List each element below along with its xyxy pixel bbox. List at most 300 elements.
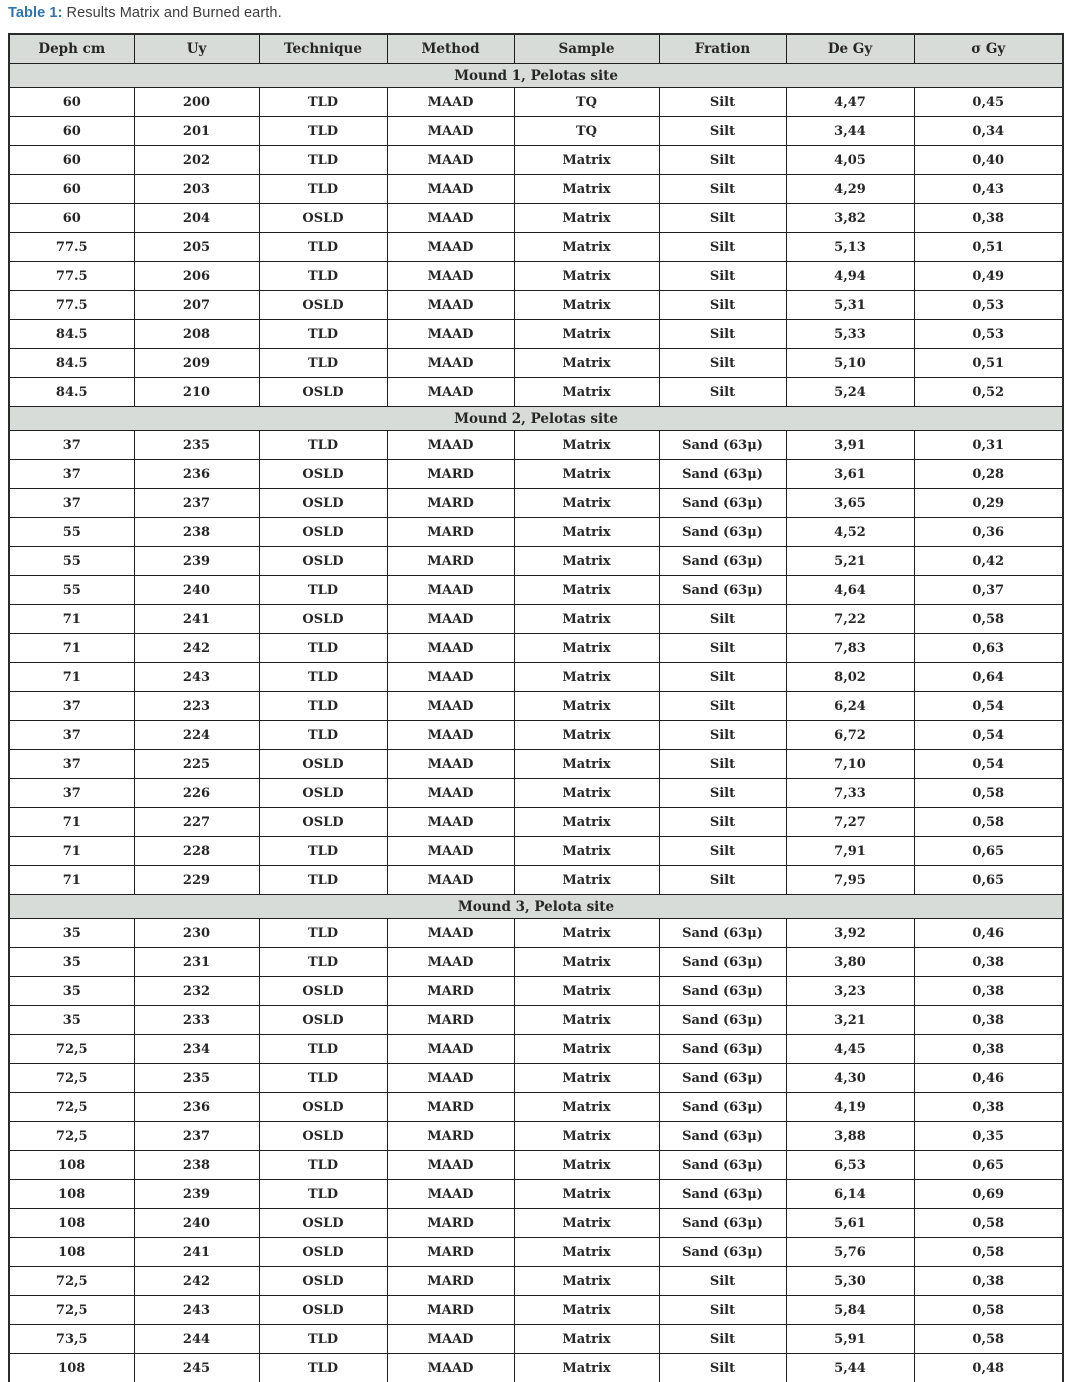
table-cell: 0,38 [914,1093,1063,1122]
table-cell: OSLD [259,378,387,407]
table-cell: Silt [659,750,786,779]
table-cell: 5,76 [786,1238,914,1267]
table-cell: Matrix [514,663,659,692]
column-header: De Gy [786,34,914,64]
table-cell: OSLD [259,1296,387,1325]
table-cell: TQ [514,88,659,117]
table-cell: 37 [9,431,134,460]
table-row [9,1035,1063,1064]
table-cell: 6,72 [786,721,914,750]
table-cell: Silt [659,204,786,233]
table-cell: MAAD [387,378,514,407]
table-cell: Matrix [514,866,659,895]
table-cell: TLD [259,663,387,692]
table-cell: MAAD [387,175,514,204]
table-cell: TLD [259,1325,387,1354]
table-cell: 3,23 [786,977,914,1006]
table-cell: OSLD [259,1238,387,1267]
table-cell: Silt [659,1296,786,1325]
table-cell: 3,88 [786,1122,914,1151]
table-cell: Matrix [514,518,659,547]
table-cell: 0,65 [914,866,1063,895]
column-header: σ Gy [914,34,1063,64]
section-header-row [9,64,1063,88]
table-cell: Matrix [514,146,659,175]
table-cell: OSLD [259,204,387,233]
table-cell: MARD [387,1006,514,1035]
table-cell: 37 [9,460,134,489]
table-cell: 37 [9,692,134,721]
table-cell: 55 [9,547,134,576]
table-cell: TLD [259,1180,387,1209]
table-row [9,378,1063,407]
table-cell: Silt [659,1354,786,1382]
table-row [9,1151,1063,1180]
table-cell: Matrix [514,349,659,378]
table-cell: Matrix [514,1296,659,1325]
table-cell: 72,5 [9,1296,134,1325]
table-row [9,88,1063,117]
table-cell: Sand (63μ) [659,1006,786,1035]
table-cell: Matrix [514,291,659,320]
table-cell: 237 [134,1122,259,1151]
table-body [9,64,1063,1382]
table-cell: TLD [259,1354,387,1382]
table-cell: Sand (63μ) [659,977,786,1006]
table-cell: 71 [9,866,134,895]
table-cell: Matrix [514,1122,659,1151]
table-cell: Matrix [514,837,659,866]
table-cell: Sand (63μ) [659,1151,786,1180]
table-cell: 0,49 [914,262,1063,291]
table-cell: MARD [387,1122,514,1151]
table-cell: 60 [9,175,134,204]
table-cell: MAAD [387,233,514,262]
table-cell: OSLD [259,808,387,837]
table-cell: Sand (63μ) [659,489,786,518]
table-cell: Matrix [514,948,659,977]
table-cell: Silt [659,233,786,262]
table-cell: TLD [259,576,387,605]
table-row [9,262,1063,291]
table-cell: 0,51 [914,233,1063,262]
table-header-row [9,34,1063,64]
table-cell: 7,27 [786,808,914,837]
table-cell: 7,22 [786,605,914,634]
table-cell: Silt [659,721,786,750]
table-cell: 35 [9,919,134,948]
table-cell: 0,54 [914,750,1063,779]
table-cell: MARD [387,518,514,547]
table-cell: MAAD [387,721,514,750]
table-cell: OSLD [259,1122,387,1151]
table-cell: 234 [134,1035,259,1064]
table-row [9,146,1063,175]
table-cell: 3,61 [786,460,914,489]
table-cell: Sand (63μ) [659,1180,786,1209]
table-cell: TLD [259,233,387,262]
table-cell: TLD [259,349,387,378]
table-cell: 243 [134,1296,259,1325]
table-cell: 4,05 [786,146,914,175]
table-cell: Sand (63μ) [659,431,786,460]
table-row [9,919,1063,948]
table-cell: Matrix [514,320,659,349]
table-cell: 37 [9,779,134,808]
table-cell: 0,46 [914,919,1063,948]
table-cell: 8,02 [786,663,914,692]
table-cell: MAAD [387,919,514,948]
table-cell: 108 [9,1151,134,1180]
table-cell: Sand (63μ) [659,1035,786,1064]
table-cell: 239 [134,1180,259,1209]
table-cell: TLD [259,721,387,750]
table-cell: MAAD [387,1325,514,1354]
table-cell: 6,53 [786,1151,914,1180]
table-row [9,779,1063,808]
table-cell: 4,19 [786,1093,914,1122]
table-cell: 108 [9,1238,134,1267]
table-cell: 5,30 [786,1267,914,1296]
table-cell: 72,5 [9,1035,134,1064]
table-cell: TLD [259,692,387,721]
table-cell: 0,38 [914,948,1063,977]
table-cell: Silt [659,1325,786,1354]
table-cell: Matrix [514,1035,659,1064]
table-cell: TLD [259,919,387,948]
table-cell: 108 [9,1180,134,1209]
table-cell: 239 [134,547,259,576]
table-cell: 0,45 [914,88,1063,117]
table-row [9,721,1063,750]
table-cell: MAAD [387,605,514,634]
table-cell: 225 [134,750,259,779]
table-cell: 5,91 [786,1325,914,1354]
column-header: Deph cm [9,34,134,64]
table-cell: Matrix [514,431,659,460]
table-cell: 244 [134,1325,259,1354]
section-title: Mound 1, Pelotas site [9,64,1063,88]
table-cell: Silt [659,692,786,721]
table-cell: MAAD [387,1354,514,1382]
table-cell: MAAD [387,349,514,378]
table-cell: OSLD [259,489,387,518]
results-table [8,33,1064,1382]
table-cell: 0,63 [914,634,1063,663]
table-cell: Sand (63μ) [659,948,786,977]
table-cell: 5,10 [786,349,914,378]
table-row [9,634,1063,663]
table-cell: TLD [259,837,387,866]
table-cell: 0,48 [914,1354,1063,1382]
table-cell: MAAD [387,634,514,663]
table-cell: 0,58 [914,1209,1063,1238]
table-row [9,576,1063,605]
table-cell: 0,38 [914,1267,1063,1296]
table-cell: MAAD [387,88,514,117]
table-cell: Matrix [514,634,659,663]
table-cell: 203 [134,175,259,204]
column-header: Technique [259,34,387,64]
table-cell: 223 [134,692,259,721]
table-cell: Matrix [514,547,659,576]
table-cell: TLD [259,117,387,146]
table-cell: 243 [134,663,259,692]
table-row [9,1180,1063,1209]
table-cell: 0,46 [914,1064,1063,1093]
table-cell: OSLD [259,291,387,320]
table-cell: 71 [9,837,134,866]
table-row [9,320,1063,349]
table-cell: 5,24 [786,378,914,407]
table-cell: MAAD [387,576,514,605]
table-row [9,547,1063,576]
table-cell: 0,42 [914,547,1063,576]
table-cell: 4,47 [786,88,914,117]
table-cell: 231 [134,948,259,977]
table-cell: Matrix [514,175,659,204]
table-cell: 206 [134,262,259,291]
table-cell: 37 [9,489,134,518]
table-cell: Matrix [514,378,659,407]
table-cell: TLD [259,175,387,204]
table-cell: Sand (63μ) [659,460,786,489]
table-cell: OSLD [259,547,387,576]
table-cell: 0,54 [914,692,1063,721]
table-cell: 72,5 [9,1122,134,1151]
table-row [9,1238,1063,1267]
table-caption-text: Results Matrix and Burned earth. [66,5,282,21]
table-cell: 3,65 [786,489,914,518]
table-cell: MAAD [387,146,514,175]
table-cell: 0,36 [914,518,1063,547]
table-cell: 108 [9,1209,134,1238]
table-cell: 71 [9,808,134,837]
table-cell: 232 [134,977,259,1006]
table-cell: MAAD [387,866,514,895]
table-cell: Matrix [514,1325,659,1354]
table-row [9,1064,1063,1093]
section-title: Mound 3, Pelota site [9,895,1063,919]
table-cell: Matrix [514,1093,659,1122]
table-cell: 0,52 [914,378,1063,407]
table-row [9,692,1063,721]
table-cell: 238 [134,1151,259,1180]
table-cell: 208 [134,320,259,349]
table-row [9,977,1063,1006]
table-cell: 60 [9,88,134,117]
table-cell: MARD [387,1209,514,1238]
table-cell: 0,58 [914,605,1063,634]
table-cell: MARD [387,977,514,1006]
table-cell: Matrix [514,1006,659,1035]
table-cell: Matrix [514,1064,659,1093]
table-cell: 0,58 [914,1238,1063,1267]
table-cell: Silt [659,605,786,634]
table-cell: Silt [659,320,786,349]
table-cell: Matrix [514,262,659,291]
table-cell: Sand (63μ) [659,1064,786,1093]
table-cell: 0,34 [914,117,1063,146]
column-header: Fration [659,34,786,64]
table-cell: 72,5 [9,1267,134,1296]
table-cell: 7,33 [786,779,914,808]
table-cell: OSLD [259,977,387,1006]
table-cell: 5,21 [786,547,914,576]
column-header: Method [387,34,514,64]
table-cell: Silt [659,1267,786,1296]
table-cell: 236 [134,460,259,489]
table-cell: 0,43 [914,175,1063,204]
table-cell: 6,24 [786,692,914,721]
table-cell: Sand (63μ) [659,919,786,948]
table-caption-label: Table 1: [8,5,63,21]
table-cell: 0,51 [914,349,1063,378]
table-row [9,1093,1063,1122]
table-cell: 4,64 [786,576,914,605]
table-row [9,1122,1063,1151]
table-cell: 4,29 [786,175,914,204]
table-cell: 0,58 [914,1325,1063,1354]
table-row [9,489,1063,518]
table-cell: 71 [9,634,134,663]
section-header-row [9,407,1063,431]
table-cell: 3,44 [786,117,914,146]
table-cell: Silt [659,146,786,175]
table-cell: 0,53 [914,320,1063,349]
table-cell: TLD [259,320,387,349]
table-cell: 242 [134,1267,259,1296]
table-cell: OSLD [259,605,387,634]
table-cell: 0,37 [914,576,1063,605]
table-cell: Matrix [514,721,659,750]
table-cell: 0,38 [914,204,1063,233]
table-cell: 37 [9,721,134,750]
table-cell: 7,95 [786,866,914,895]
table-row [9,117,1063,146]
table-cell: 236 [134,1093,259,1122]
table-cell: MAAD [387,117,514,146]
table-cell: 228 [134,837,259,866]
table-cell: 77.5 [9,233,134,262]
table-row [9,837,1063,866]
table-cell: Matrix [514,489,659,518]
table-row [9,204,1063,233]
table-cell: 4,45 [786,1035,914,1064]
table-cell: 0,65 [914,1151,1063,1180]
table-cell: Sand (63μ) [659,1238,786,1267]
table-row [9,1209,1063,1238]
table-cell: 5,33 [786,320,914,349]
table-cell: 5,84 [786,1296,914,1325]
table-cell: 201 [134,117,259,146]
table-cell: 84.5 [9,320,134,349]
table-cell: MAAD [387,808,514,837]
table-cell: TQ [514,117,659,146]
table-cell: 37 [9,750,134,779]
table-cell: Matrix [514,1180,659,1209]
table-cell: Matrix [514,605,659,634]
table-cell: 84.5 [9,378,134,407]
table-cell: Silt [659,262,786,291]
table-cell: Sand (63μ) [659,547,786,576]
table-cell: OSLD [259,1093,387,1122]
table-cell: MAAD [387,692,514,721]
table-row [9,233,1063,262]
table-cell: 200 [134,88,259,117]
table-cell: MARD [387,489,514,518]
table-cell: 241 [134,605,259,634]
table-cell: MAAD [387,779,514,808]
table-cell: 77.5 [9,262,134,291]
table-cell: Matrix [514,750,659,779]
table-cell: MAAD [387,431,514,460]
table-cell: OSLD [259,1209,387,1238]
table-cell: MAAD [387,750,514,779]
table-cell: 5,44 [786,1354,914,1382]
table-cell: Matrix [514,692,659,721]
table-cell: MAAD [387,320,514,349]
table-cell: 0,38 [914,1006,1063,1035]
table-cell: 7,83 [786,634,914,663]
table-cell: TLD [259,1035,387,1064]
table-cell: 77.5 [9,291,134,320]
table-cell: 227 [134,808,259,837]
table-cell: 202 [134,146,259,175]
table-cell: Matrix [514,977,659,1006]
table-cell: 73,5 [9,1325,134,1354]
table-cell: Matrix [514,233,659,262]
table-cell: 0,40 [914,146,1063,175]
table-cell: OSLD [259,1006,387,1035]
table-cell: Silt [659,117,786,146]
table-cell: 60 [9,146,134,175]
table-cell: 60 [9,117,134,146]
table-cell: 0,38 [914,1035,1063,1064]
table-cell: 71 [9,605,134,634]
table-cell: 3,92 [786,919,914,948]
table-cell: Matrix [514,1151,659,1180]
table-cell: 240 [134,576,259,605]
table-cell: 0,69 [914,1180,1063,1209]
table-cell: Sand (63μ) [659,518,786,547]
table-cell: 0,54 [914,721,1063,750]
table-cell: TLD [259,634,387,663]
table-cell: Matrix [514,1209,659,1238]
table-row [9,605,1063,634]
table-cell: Silt [659,634,786,663]
table-row [9,431,1063,460]
table-cell: MARD [387,1296,514,1325]
table-cell: 0,58 [914,808,1063,837]
section-header-row [9,895,1063,919]
table-cell: 35 [9,948,134,977]
table-cell: 4,94 [786,262,914,291]
table-cell: 108 [9,1354,134,1382]
table-cell: Silt [659,175,786,204]
table-cell: Matrix [514,808,659,837]
table-cell: 0,58 [914,1296,1063,1325]
table-cell: Matrix [514,919,659,948]
table-cell: MAAD [387,1064,514,1093]
table-cell: TLD [259,262,387,291]
table-cell: 210 [134,378,259,407]
table-cell: Matrix [514,204,659,233]
table-cell: MAAD [387,663,514,692]
table-cell: 0,35 [914,1122,1063,1151]
table-cell: 0,31 [914,431,1063,460]
table-cell: MAAD [387,837,514,866]
